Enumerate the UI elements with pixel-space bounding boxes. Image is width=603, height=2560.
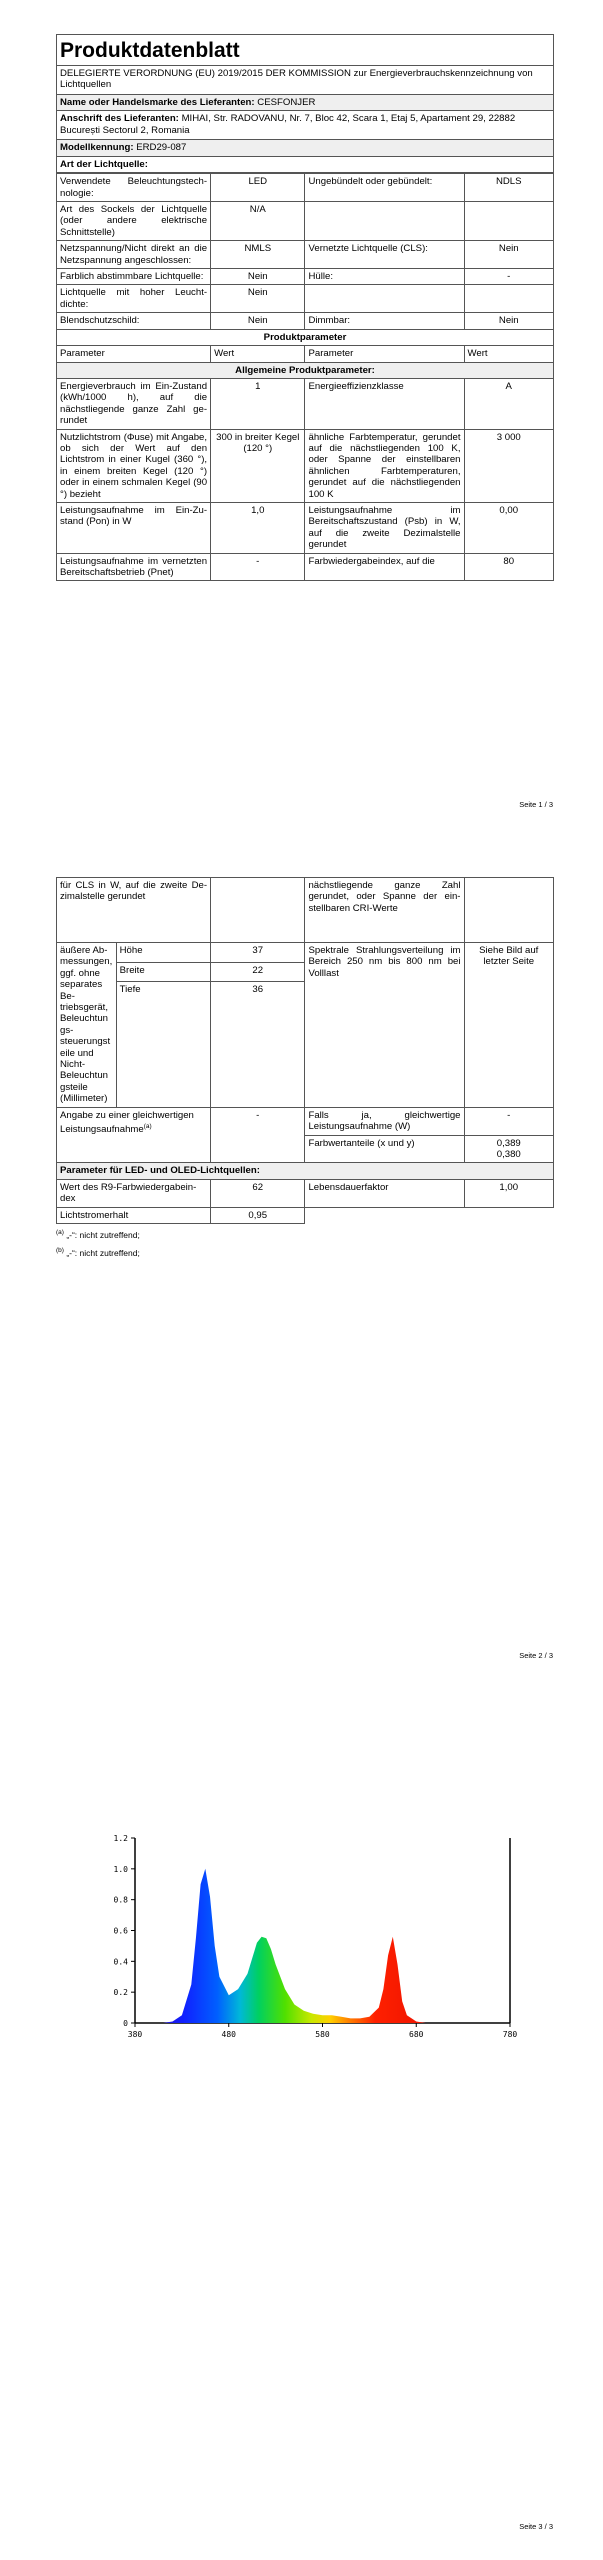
chromaticity-x: 0,389 xyxy=(496,1137,521,1149)
chart-axes xyxy=(114,1834,518,2039)
page-1 xyxy=(0,0,603,825)
supplier-address-row xyxy=(57,111,554,140)
param-row-value: A xyxy=(464,378,553,429)
type-row-param: Netzspannung/Nicht direkt an die Netzspannung angeschlossen: xyxy=(57,241,211,269)
dims-row xyxy=(57,943,554,963)
chart-marks xyxy=(135,1869,510,2023)
type-row-value: Nein xyxy=(464,313,553,329)
type-row-param xyxy=(305,202,464,241)
supplier-address-value: MIHAI, Str. RADOVANU, Nr. 7, Bloc 42, Scara 1, Etaj 5, Apartament 29, 22882 București Sectorul 2, Romania xyxy=(60,113,516,136)
param-row xyxy=(57,553,554,581)
maintenance-label: Lichtstromerhalt xyxy=(57,1207,211,1223)
param-row-param: Energieeffizienzklasse xyxy=(305,378,464,429)
footnote-a xyxy=(56,1226,554,1242)
spectrum-area xyxy=(135,1869,510,2023)
equivalent-value: - xyxy=(211,1107,305,1163)
col-param-header: Parameter xyxy=(305,346,464,362)
type-row-param: Hülle: xyxy=(305,269,464,285)
type-row-param: Farblich abstimmbare Lichtquelle: xyxy=(57,269,211,285)
x-tick-label: 480 xyxy=(221,2030,236,2039)
supplier-name-row xyxy=(57,95,554,111)
dimension-value-depth: 36 xyxy=(211,982,305,1108)
r9-label: Wert des R9-Farbwiedergabeindex xyxy=(57,1179,211,1207)
dimension-value-height: 37 xyxy=(211,943,305,963)
maintenance-value: 0,95 xyxy=(211,1207,305,1223)
type-row-value: NDLS xyxy=(464,174,553,202)
led-params-heading: Parameter für LED- und OLED-Lichtquellen: xyxy=(57,1163,554,1179)
blank-cell xyxy=(305,1207,464,1223)
param-row-param: Leistungsaufnahme im Bereitschaftszustand (Psb) in W, auf die zweite Dezimalstelle gerundet xyxy=(305,502,464,553)
type-row-value: Nein xyxy=(211,285,305,313)
col-param-header: Parameter xyxy=(57,346,211,362)
header-table xyxy=(56,34,554,173)
continued-row xyxy=(57,878,554,943)
type-row-value: Nein xyxy=(464,241,553,269)
datasheet-page-1 xyxy=(56,34,554,581)
supplier-address-label: Anschrift des Lieferanten: xyxy=(60,113,179,125)
x-tick-label: 780 xyxy=(502,2030,518,2039)
page-2 xyxy=(0,825,603,1680)
x-tick-label: 680 xyxy=(409,2030,424,2039)
maintenance-row xyxy=(57,1207,554,1223)
param-row-param: ähnliche Farbtemperatur, gerundet auf die nächstliegenden 100 K, oder Spanne der einstellbaren ähnlichen Farbtemperaturen, gerundet auf die nächstliegenden 100 K xyxy=(305,429,464,502)
continued-right: nächstliegende ganze Zahl gerundet, oder Spanne der einstellbaren CRI-Werte xyxy=(305,878,464,943)
y-tick-label: 1.2 xyxy=(113,1834,128,1843)
equivalent-row xyxy=(57,1107,554,1135)
param-row xyxy=(57,502,554,553)
col-value-header: Wert xyxy=(464,346,553,362)
r9-row xyxy=(57,1179,554,1207)
param-row-param: Leistungsaufnahme im vernetzten Bereitschaftsbetrieb (Pnet) xyxy=(57,553,211,581)
y-tick-label: 0.2 xyxy=(113,1988,128,1998)
param-row xyxy=(57,378,554,429)
footnote-ref-a: (a) xyxy=(143,1123,152,1131)
type-row-param: Lichtquelle mit hoher Leuchtdichte: xyxy=(57,285,211,313)
chromaticity-values xyxy=(464,1135,554,1163)
type-row-param: Ungebündelt oder gebündelt: xyxy=(305,174,464,202)
footnote-b-text: „-“: nicht zutreffend; xyxy=(63,1247,140,1258)
model-row xyxy=(57,140,554,156)
model-label: Modellkennung: xyxy=(60,142,134,154)
page-number: Seite 2 / 3 xyxy=(519,1651,553,1660)
param-row-value: 1 xyxy=(211,378,305,429)
y-tick-label: 1.0 xyxy=(113,1864,128,1874)
y-tick-label: 0 xyxy=(123,2019,128,2028)
survival-value: 1,00 xyxy=(464,1179,554,1207)
type-row-param: Vernetzte Lichtquelle (CLS): xyxy=(305,241,464,269)
model-value: ERD29-087 xyxy=(136,142,187,154)
param-row-value: 0,00 xyxy=(464,502,553,553)
type-row xyxy=(57,313,554,329)
type-row-param: Blendschutzschild: xyxy=(57,313,211,329)
type-row-value xyxy=(464,285,553,313)
dimension-label-height: Höhe xyxy=(116,943,210,963)
chromaticity-y: 0,380 xyxy=(496,1148,521,1160)
y-tick-label: 0.8 xyxy=(113,1895,128,1905)
continued-empty xyxy=(464,878,554,943)
type-row xyxy=(57,174,554,202)
param-row-value: 300 in breiter Kegel (120 °) xyxy=(211,429,305,502)
type-row-value: N/A xyxy=(211,202,305,241)
param-row-value: 80 xyxy=(464,553,553,581)
product-params-heading: Produktparameter xyxy=(57,329,554,345)
equivalent-label: Angabe zu einer gleichwertigen Leistungsaufnahme xyxy=(60,1109,194,1136)
supplier-name-label: Name oder Handelsmarke des Lieferanten: xyxy=(60,97,255,108)
page-number: Seite 1 / 3 xyxy=(519,800,553,809)
column-header-row xyxy=(57,346,554,362)
datasheet-page-2 xyxy=(56,877,554,1260)
col-value-header: Wert xyxy=(211,346,305,362)
type-row xyxy=(57,202,554,241)
general-params-heading: Allgemeine Produktparameter: xyxy=(57,362,554,378)
type-row-param: Art des Sockels der Lichtquelle (oder andere elektrische Schnittstelle) xyxy=(57,202,211,241)
footnote-b-mark: (b) xyxy=(56,1246,64,1254)
type-row-param xyxy=(305,285,464,313)
continued-table xyxy=(56,877,554,1224)
param-row-param: Leistungsaufnahme im Ein-Zustand (Pon) in W xyxy=(57,502,211,553)
r9-value: 62 xyxy=(211,1179,305,1207)
type-row-value xyxy=(464,202,553,241)
param-row-param: Farbwiedergabeindex, auf die xyxy=(305,553,464,581)
footnote-a-mark: (a) xyxy=(56,1228,64,1236)
y-tick-label: 0.4 xyxy=(113,1957,128,1967)
footnote-a-text: „-“: nicht zutreffend; xyxy=(63,1229,140,1240)
param-row xyxy=(57,429,554,502)
param-row-param: Nutzlichtstrom (Φuse) mit Angabe, ob sich der Wert auf den Lichtstrom in einer Kugel (360 °), in einem breiten Kegel (120 °) oder in einem schmalen Kegel (90 °) bezieht xyxy=(57,429,211,502)
param-row-value: 1,0 xyxy=(211,502,305,553)
param-row-value: 3 000 xyxy=(464,429,553,502)
document-title: Produktdatenblatt xyxy=(57,35,554,66)
dimension-label-depth: Tiefe xyxy=(116,982,210,1108)
param-row-value: - xyxy=(211,553,305,581)
spectral-value: Siehe Bild auf letzter Seite xyxy=(464,943,554,1108)
footnote-b xyxy=(56,1244,554,1260)
type-row-value: NMLS xyxy=(211,241,305,269)
type-row-value: Nein xyxy=(211,313,305,329)
y-tick-label: 0.6 xyxy=(113,1926,128,1936)
x-tick-label: 580 xyxy=(315,2030,330,2039)
page-number: Seite 3 / 3 xyxy=(519,2522,553,2531)
type-row-value: LED xyxy=(211,174,305,202)
regulation-text: DELEGIERTE VERORDNUNG (EU) 2019/2015 DER KOMMISSION zur Energieverbrauchskennzeichnung von Lichtquellen xyxy=(57,66,554,95)
dimension-label-width: Breite xyxy=(116,962,210,982)
dimension-value-width: 22 xyxy=(211,962,305,982)
survival-label: Lebensdauerfaktor xyxy=(305,1179,464,1207)
spectral-distribution-chart xyxy=(95,1828,525,2058)
type-row xyxy=(57,269,554,285)
param-row-param: Energieverbrauch im Ein-Zustand (kWh/1000 h), auf die nächstliegende ganze Zahl gerundet xyxy=(57,378,211,429)
equivalent-power-value: - xyxy=(464,1107,554,1135)
continued-empty xyxy=(211,878,305,943)
type-row-param: Verwendete Beleuchtungstechnologie: xyxy=(57,174,211,202)
equivalent-label-cell xyxy=(57,1107,211,1163)
dimensions-label: äußere Abmessungen, ggf. ohne separates Betriebsgerät, Beleuchtungssteuerungsteile und Nicht-Beleuchtungsteile (Millimeter) xyxy=(57,943,117,1108)
page-3 xyxy=(0,1680,603,2560)
type-row-value: Nein xyxy=(211,269,305,285)
spectral-label: Spektrale Strahlungsverteilung im Bereich 250 nm bis 800 nm bei Volllast xyxy=(305,943,464,1108)
equivalent-power-label: Falls ja, gleichwertige Leistungsaufnahme (W) xyxy=(305,1107,464,1135)
light-source-type-table xyxy=(56,173,554,581)
type-row-value: - xyxy=(464,269,553,285)
x-tick-label: 380 xyxy=(127,2030,143,2039)
light-source-type-heading: Art der Lichtquelle: xyxy=(57,156,554,172)
continued-left: für CLS in W, auf die zweite Dezimalstelle gerundet xyxy=(57,878,211,943)
blank-cell xyxy=(464,1207,554,1223)
supplier-name-value: CESFONJER xyxy=(257,97,316,108)
chromaticity-label: Farbwertanteile (x und y) xyxy=(305,1135,464,1163)
type-row xyxy=(57,285,554,313)
type-row xyxy=(57,241,554,269)
type-row-param: Dimmbar: xyxy=(305,313,464,329)
